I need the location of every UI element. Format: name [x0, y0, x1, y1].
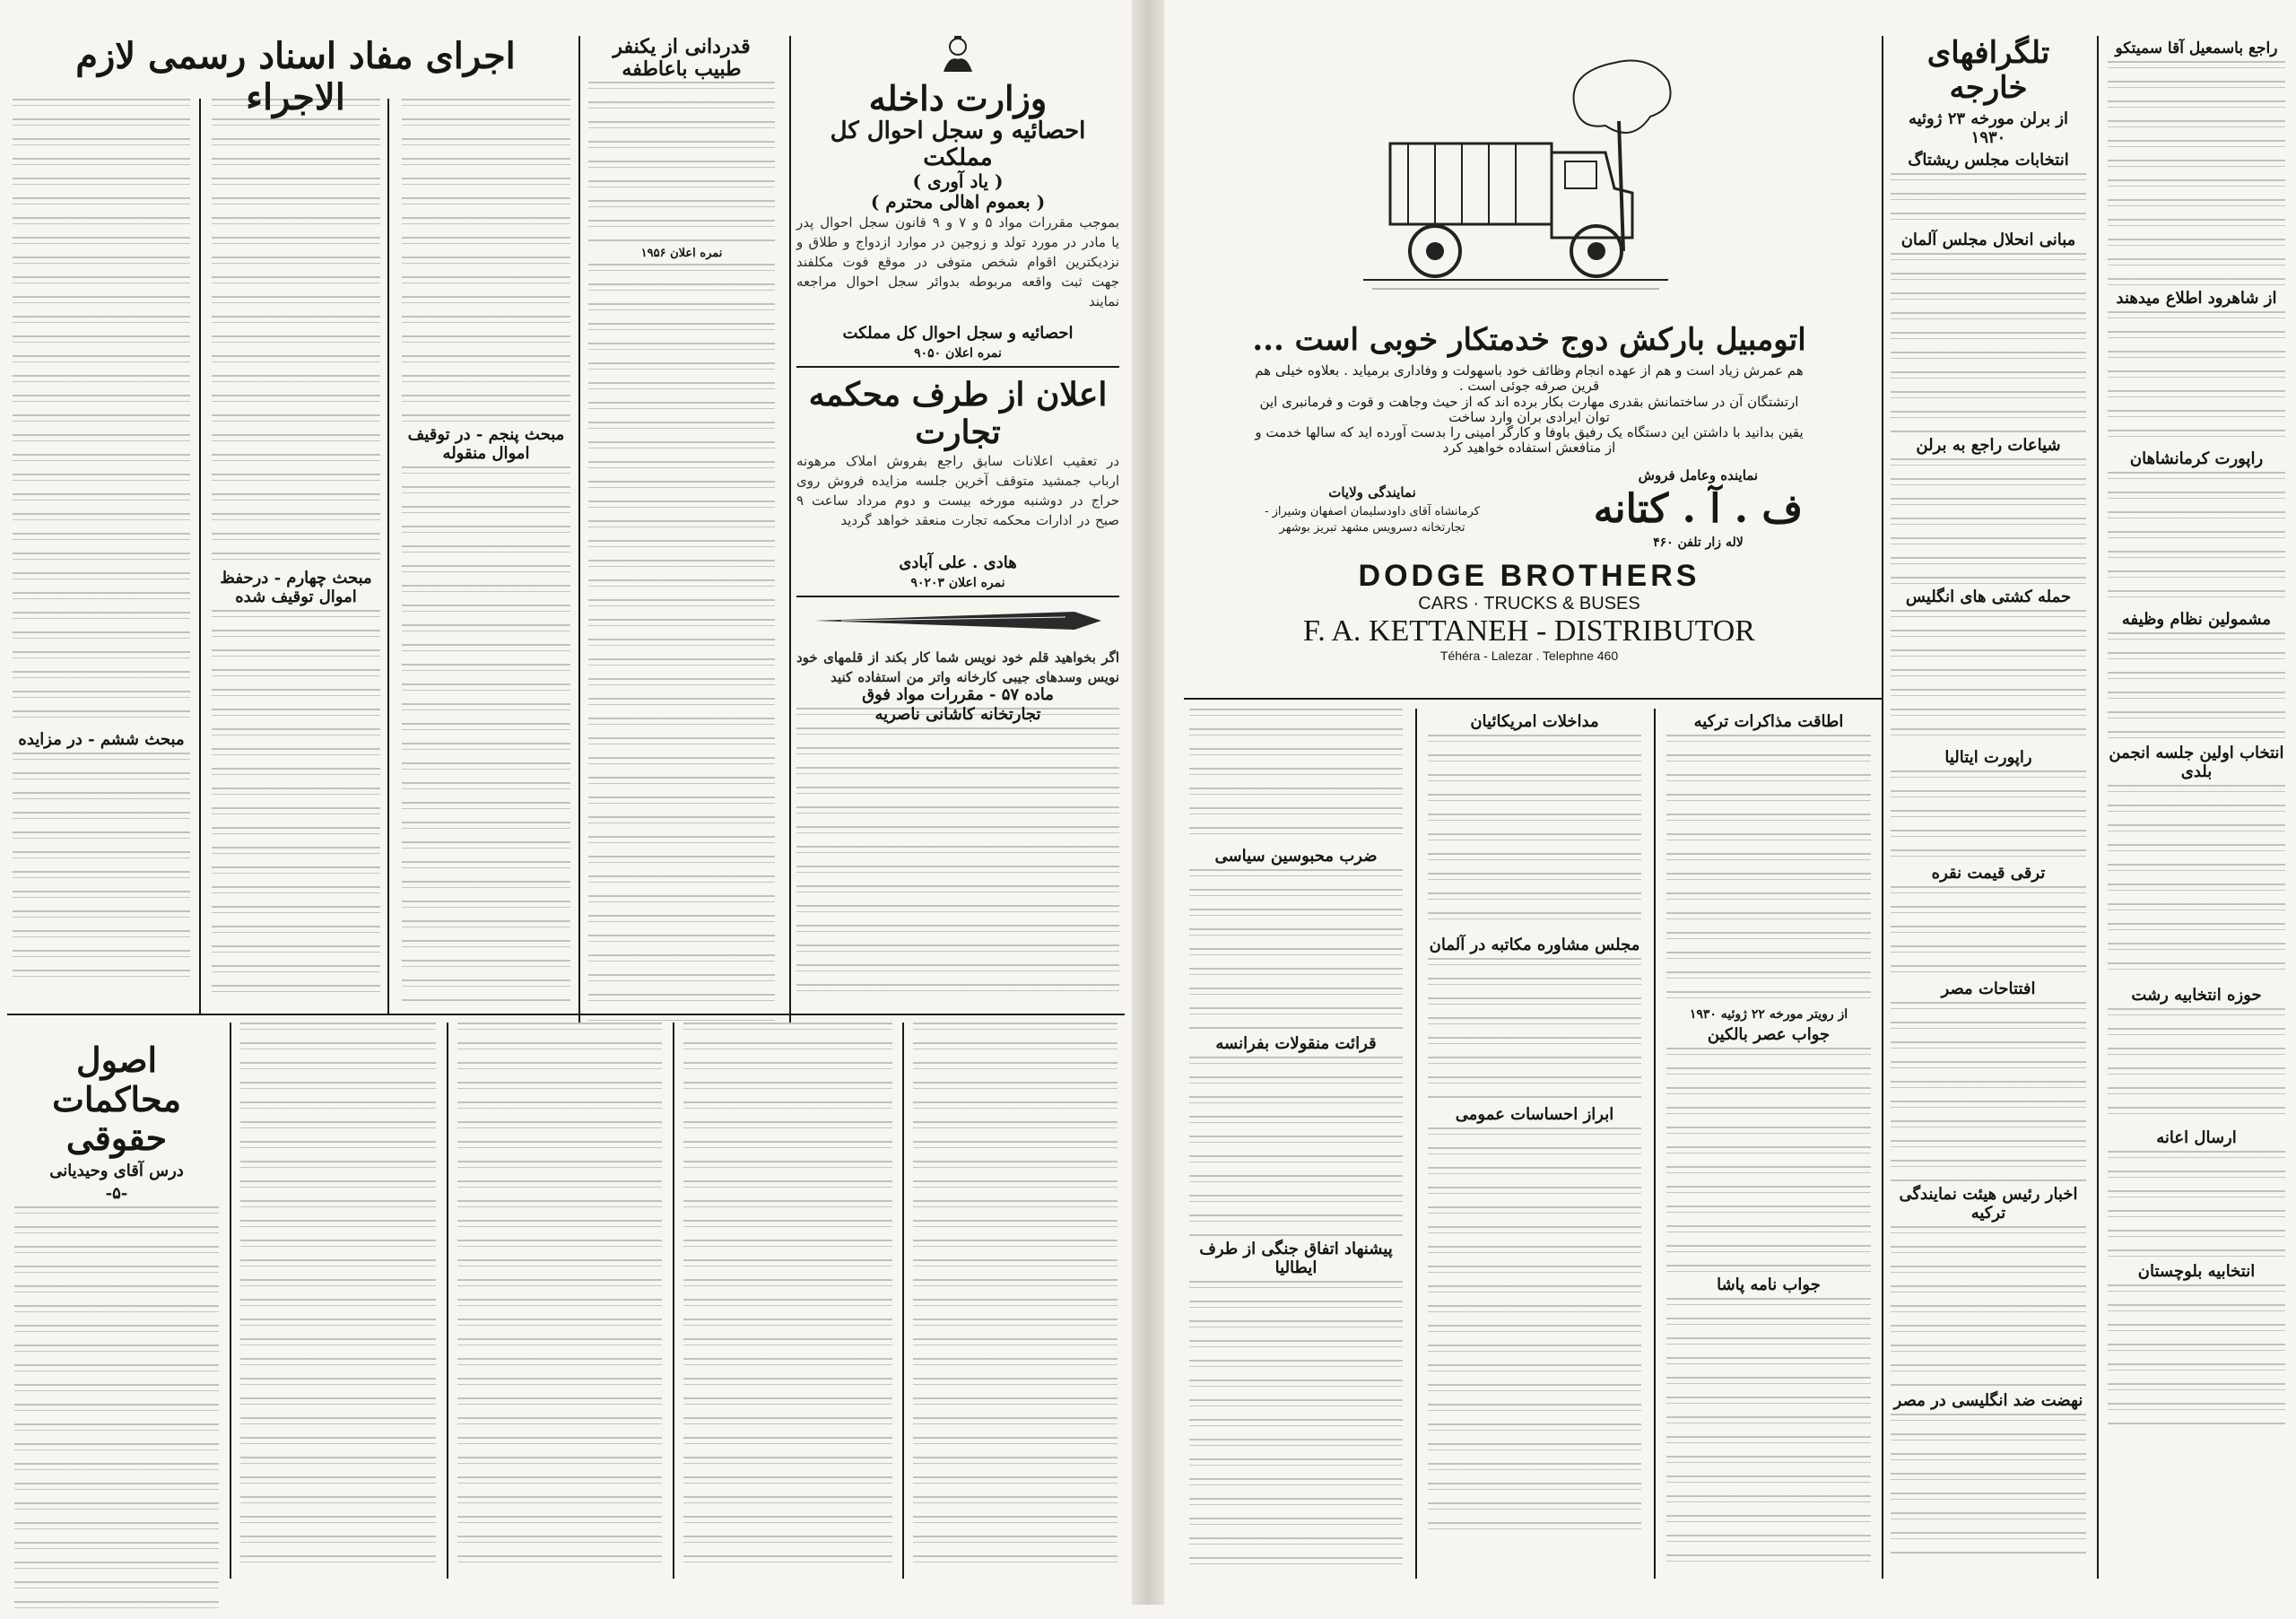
- column-rule: [447, 1023, 448, 1579]
- telegram-text: [1891, 610, 2086, 744]
- telegrams-title: تلگرافهای خارجه: [1926, 35, 2050, 107]
- telegram-text: [1891, 458, 2086, 584]
- iran-news-text: [2108, 785, 2285, 982]
- law-articles-title: ماده ۵۷ - مقررات مواد فوق: [862, 685, 1054, 704]
- iran-news-text: [2108, 1008, 2285, 1125]
- column-rule: [1882, 36, 1883, 1579]
- legal-procedure-text: [457, 1023, 662, 1570]
- news-text: [1189, 709, 1403, 843]
- telegram-text: [1891, 173, 2086, 227]
- news-text: [1189, 1057, 1403, 1236]
- iran-news-text: [2108, 1151, 2285, 1258]
- iran-news-item: انتخاب اولین جلسه انجمن بلدی: [2109, 744, 2284, 781]
- ministry-signature: احصائیه و سجل احوال کل مملکت: [842, 324, 1074, 344]
- dodge-agent-label: نمایندگی ولایات: [1328, 483, 1416, 500]
- news-text: [1428, 735, 1641, 932]
- telegram-text: [1891, 886, 2086, 976]
- telegrams-column: [1885, 36, 2092, 1579]
- dodge-line-5: یقین بدانید با داشتن این دستگاه یک رفیق باوفا و کارگر امینی را بدست آورده اید که سالها خدمت و: [1255, 424, 1804, 441]
- right-newspaper-page: [1164, 0, 2296, 1605]
- dodge-line-3: ارتشتگان آن در ساختمانش بقدری مهارت بکار برده اند که از حیث وجاهت و قوت و فرمانبری این: [1259, 393, 1799, 410]
- iran-news-text: [2108, 472, 2285, 606]
- iran-news-item: ارسال اعانه: [2156, 1128, 2237, 1147]
- enforcement-col-b: [206, 99, 386, 1014]
- ministry-addressee: ( بعموم اهالی محترم ): [870, 191, 1046, 213]
- telegram-item: انتخابات مجلس ریشتاگ: [1908, 151, 2069, 170]
- iran-news-title: راجع باسمعیل آقا سمیتکو: [2115, 39, 2278, 57]
- divider: [796, 596, 1119, 597]
- legal-procedure-header-col: [9, 1023, 224, 1579]
- trade-court-number: نمره اعلان ۹۰۲۰۳: [910, 576, 1005, 591]
- legal-procedure-title: اصول محاکمات حقوقی: [52, 1040, 181, 1159]
- ministry-title: وزارت داخله: [868, 78, 1048, 118]
- column-rule: [2097, 36, 2099, 1579]
- iran-news-item: حوزه انتخابیه رشت: [2131, 986, 2262, 1005]
- iran-news-text: [2108, 61, 2285, 285]
- news-text: [1428, 1127, 1641, 1540]
- pen-ad-seller: تجارتخانه کاشانی ناصریه: [874, 705, 1041, 725]
- reuters-date: از رویتر مورخه ۲۲ ژوئیه ۱۹۳۰: [1689, 1007, 1848, 1022]
- column-rule: [1415, 709, 1417, 1579]
- legal-procedure-col: [235, 1023, 441, 1579]
- iran-news-item: راپورت کرمانشاهان: [2129, 449, 2264, 468]
- news-text: [1189, 1281, 1403, 1577]
- telegram-item: راپورت ایتالیا: [1944, 748, 2032, 768]
- telegram-text: [1891, 1002, 2086, 1181]
- telegram-item: مبانی انحلال مجلس آلمان: [1900, 231, 2076, 250]
- dodge-seller-label: نماینده وعامل فروش: [1638, 466, 1759, 483]
- doctor-notice-text: [588, 82, 775, 243]
- telegram-item: اخبار رئیس هیئت نمایندگی ترکیه: [1899, 1185, 2078, 1223]
- news-column-right: [1661, 709, 1876, 1579]
- dodge-seller-address: لاله زار تلفن ۴۶۰: [1653, 535, 1744, 551]
- column-rule: [199, 99, 201, 1014]
- truck-illustration-icon: [1345, 45, 1686, 314]
- news-subheading: قرائت منقولات بفرانسه: [1215, 1034, 1377, 1053]
- legal-procedure-text: [14, 1206, 219, 1619]
- enforcement-col-c: [7, 99, 196, 1014]
- legal-procedure-lecturer: درس آقای وحیدیانی: [49, 1162, 184, 1181]
- news-subheading: پیشنهاد اتفاق جنگی از طرف ایطالیا: [1199, 1240, 1393, 1277]
- law-articles-text: [796, 708, 1119, 1004]
- doctor-notice-column: [583, 36, 780, 1023]
- news-column-middle: [1422, 709, 1647, 1579]
- iran-news-item: مشمولین نظام وظیفه: [2121, 610, 2272, 629]
- telegram-item: نهضت ضد انگلیسی در مصر: [1893, 1391, 2083, 1411]
- lion-and-sun-emblem: [796, 36, 1119, 79]
- dodge-products: CARS · TRUCKS & BUSES: [1418, 594, 1640, 614]
- news-subheading: مجلس مشاوره مکاتبه در آلمان: [1429, 936, 1640, 954]
- enforcement-text: [212, 610, 380, 1005]
- column-rule: [230, 1023, 231, 1579]
- news-text: [1189, 869, 1403, 1031]
- news-text: [1428, 958, 1641, 1101]
- legal-procedure-text: [240, 1023, 436, 1570]
- telegram-text: [1891, 253, 2086, 432]
- enforcement-title: اجرای مفاد اسناد رسمی لازم الاجراء: [75, 35, 516, 118]
- news-subheading: اطاقت مذاکرات ترکیه: [1693, 712, 1844, 731]
- telegram-text: [1891, 1226, 2086, 1388]
- telegram-item: افتتاحات مصر: [1941, 979, 2036, 999]
- legal-procedure-text: [683, 1023, 892, 1570]
- news-text: [1666, 735, 1871, 1004]
- dodge-line-1: هم عمرش زیاد است و هم از عهده انجام وظائف خود باسهولت و وفاداری برمیاید . بعلاوه خیلی هم: [1255, 362, 1804, 379]
- telegram-text: [1891, 1414, 2086, 1557]
- news-subheading: جواب عصر بالکین: [1707, 1025, 1831, 1044]
- iran-news-item: انتخابیه بلوچستان: [2137, 1262, 2256, 1281]
- enforcement-text: [212, 99, 380, 565]
- dodge-agents: کرمانشاه آقای داودسلیمان اصفهان وشیراز - تجارتخانه دسرویس مشهد تبریز بوشهر: [1265, 504, 1480, 535]
- legal-procedure-lesson: -۵-: [105, 1184, 128, 1204]
- dodge-distributor: F. A. KETTANEH - DISTRIBUTOR: [1303, 614, 1755, 648]
- telegram-item: ترقی قیمت نقره: [1931, 864, 2046, 883]
- enforcement-text: [402, 466, 570, 1005]
- dodge-address: Téhéra - Lalezar . Telephne 460: [1439, 648, 1619, 664]
- ministry-number: نمره اعلان ۹۰۵۰: [914, 346, 1002, 361]
- iran-news-text: [2108, 311, 2285, 446]
- fountain-pen-illustration: [796, 603, 1119, 642]
- telegrams-date: از برلن مورخه ۲۳ ژوئیه ۱۹۳۰: [1908, 109, 2069, 148]
- dodge-line-6: از منافعش استفاده خواهید کرد: [1442, 440, 1616, 457]
- enforcement-text: [13, 753, 190, 986]
- doctor-notice-number: نمره اعلان ۱۹۵۶: [640, 246, 723, 260]
- news-subheading: مداخلات امریکائیان: [1470, 712, 1599, 731]
- news-subheading: جواب نامه پاشا: [1717, 1275, 1821, 1294]
- news-column-left: [1184, 709, 1408, 1579]
- dodge-brand-logo: DODGE BROTHERS: [1358, 559, 1700, 594]
- column-rule: [1654, 709, 1656, 1579]
- dodge-advertisement: [1184, 36, 1874, 691]
- dodge-headline: اتومبیل بارکش دوج خدمتکار خوبی است ...: [1252, 322, 1806, 358]
- trade-court-title: اعلان از طرف محکمه تجارت: [808, 376, 1108, 451]
- horizontal-rule: [1184, 698, 1882, 700]
- telegram-item: شیاعات راجع به برلن: [1916, 436, 2061, 456]
- legal-procedure-col: [908, 1023, 1123, 1579]
- pen-ad-body: اگر بخواهید قلم خود نویس شما کار بکند از قلمهای خود نویس وسدهای جیبی کارخانه واتر من استفاده کنید: [796, 649, 1119, 686]
- column-rule: [902, 1023, 904, 1579]
- column-rule: [578, 36, 580, 1023]
- column-rule: [387, 99, 389, 1014]
- ministry-column: [791, 36, 1125, 725]
- horizontal-rule: [7, 1014, 1125, 1015]
- enforcement-text: [402, 99, 570, 422]
- column-rule: [673, 1023, 674, 1579]
- enforcement-section-2: مبحث ششم - در مزایده: [18, 730, 185, 749]
- iran-news-text: [2108, 1284, 2285, 1428]
- emblem-icon: [936, 36, 979, 75]
- dodge-line-2: قرین صرفه جوئی است .: [1458, 378, 1600, 395]
- news-subheading: ضرب محبوسین سیاسی: [1214, 847, 1378, 866]
- book-gutter: [1132, 0, 1164, 1605]
- iran-news-item: از شاهرود اطلاع میدهند: [2116, 289, 2277, 308]
- news-text: [1666, 1048, 1871, 1272]
- enforcement-text: [13, 99, 190, 727]
- ministry-body: بموجب مقررات مواد ۵ و ۷ و ۹ قانون سجل احوال پدر یا مادر در مورد تولد و زوجین در موارد ازدواج و طلاق و نزدیکترین اقوام شخص متوفی در موقع فوت مکلفند جهت ثبت واقعه مربوطه بدوائر سجل احوال مراجعه نمایند: [796, 214, 1120, 310]
- enforcement-section-4: مبحث چهارم - درحفظ اموال توقیف شده: [220, 569, 372, 606]
- ministry-subtitle: احصائیه و سجل احوال کل مملکت: [830, 117, 1086, 171]
- left-newspaper-page: [0, 0, 1132, 1605]
- news-subheading: ابراز احساسات عمومی: [1455, 1105, 1614, 1124]
- news-text: [1666, 1298, 1871, 1567]
- telegram-text: [1891, 770, 2086, 860]
- pen-icon: [805, 603, 1110, 639]
- telegram-item: حمله کشتی های انگلیس: [1905, 588, 2072, 607]
- enforcement-section-1: مبحث پنجم - در توقیف اموال منقوله: [407, 425, 565, 463]
- dodge-seller-name: ف . آ . کتانه: [1593, 485, 1803, 532]
- law-articles-column: [791, 682, 1125, 1014]
- enforcement-continued-text: [588, 264, 775, 1026]
- ministry-note: ( یاد آوری ): [912, 170, 1004, 193]
- trade-court-signatures: هادی . علی آبادی: [899, 553, 1017, 573]
- dodge-line-4: توان ایرادی بران وارد ساخت: [1448, 408, 1610, 425]
- trade-court-body: در تعقیب اعلانات سابق راجع بفروش املاک مرهونه ارباب جمشید متوقف آخرین جلسه مزایده فروش روی حراج در دوشنبه مورخه بیست و دوم مرداد ساعت ۹ صبح در ادارات محکمه تجارت منعقد خواهد گردید: [796, 453, 1119, 529]
- legal-procedure-col: [452, 1023, 667, 1579]
- iran-news-text: [2108, 632, 2285, 740]
- doctor-notice-title: قدردانی از یکنفر طبیب باعاطفه: [613, 35, 751, 82]
- iran-news-column: [2102, 36, 2291, 1579]
- divider: [796, 366, 1119, 368]
- enforcement-header: [15, 35, 576, 118]
- legal-procedure-col: [678, 1023, 898, 1579]
- legal-procedure-text: [913, 1023, 1118, 1570]
- enforcement-col-a: [396, 99, 576, 1014]
